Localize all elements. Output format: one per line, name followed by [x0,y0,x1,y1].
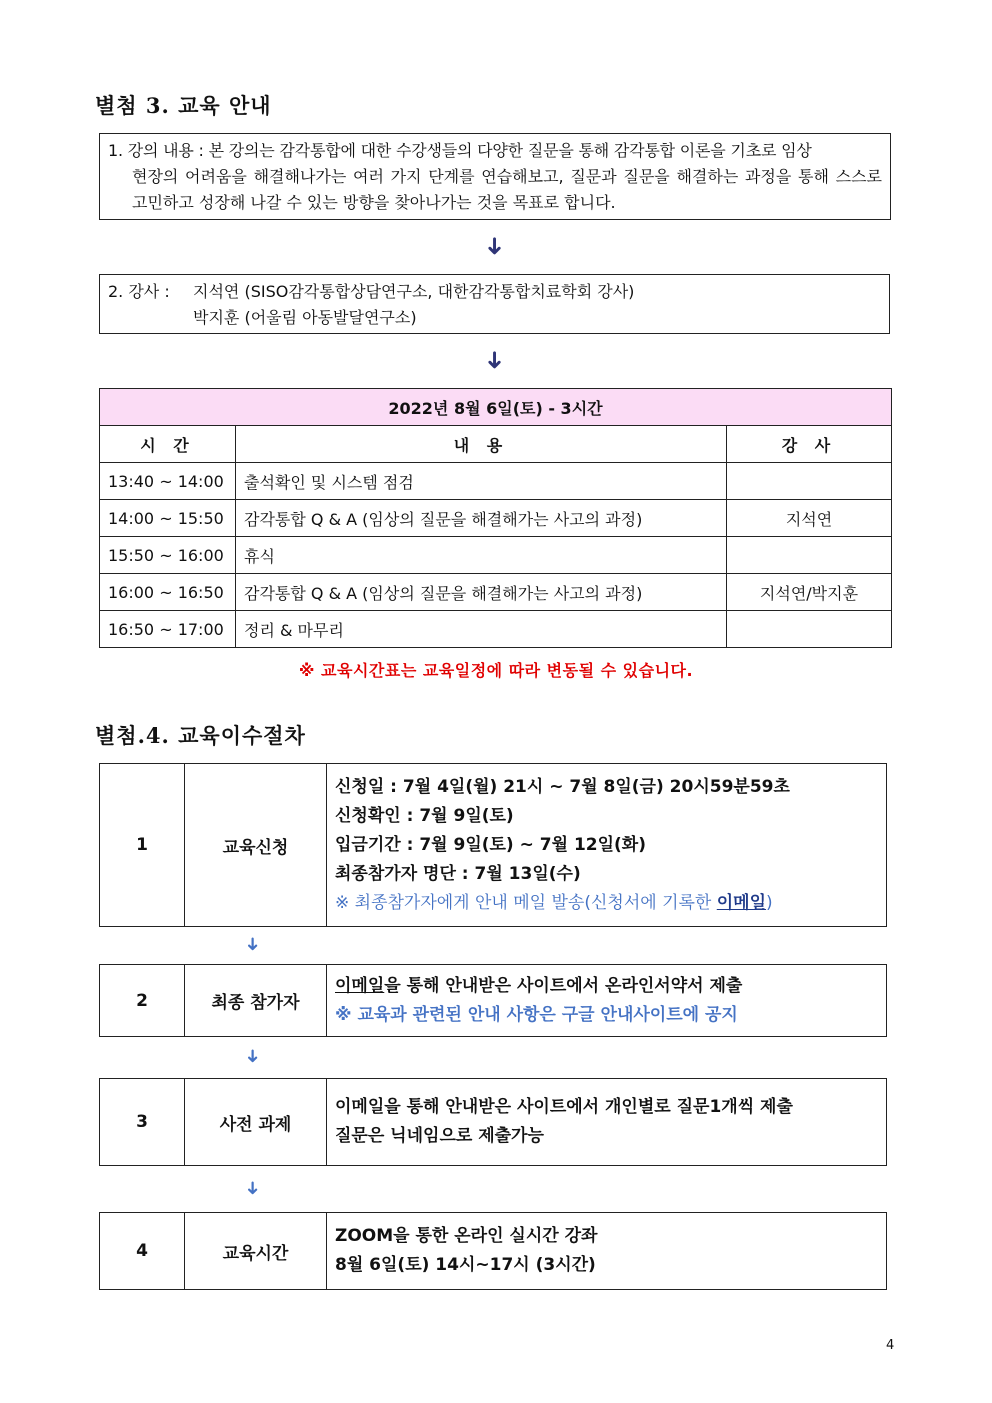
col-header-instructor: 강 사 [727,426,892,463]
down-arrow-icon: ➜ [242,1048,263,1064]
step-description [327,1213,887,1290]
lecture-content-text-cont: 현장의 어려움을 해결해나가는 여러 가지 단계를 연습해보고, 질문과 질문을 해결하는 과정을 통해 스스로 고민하고 성장해 나갈 수 있는 방향을 찾아나가는 것을 목표로 합니다. [132,167,882,212]
row-time: 15:50 ~ 16:00 [100,537,236,574]
row-content: 휴식 [236,537,727,574]
step-line: ZOOM을 통한 온라인 실시간 강좌 [335,1226,598,1246]
table-row [100,500,892,537]
step-number: 4 [100,1213,185,1290]
section3-title: 별첨 3. 교육 안내 [95,93,272,118]
down-arrow-icon: ➜ [481,235,509,257]
step-name: 최종 참가자 [185,965,327,1037]
instructor-box [99,274,890,334]
col-header-time: 시 간 [100,426,236,463]
row-content: 출석확인 및 시스템 점검 [236,463,727,500]
step-description [327,1079,887,1166]
page-number: 4 [886,1338,895,1353]
row-instructor [727,537,892,574]
step-line: 최종참가자 명단 : 7월 13일(수) [335,863,581,884]
step-line: 입금기간 : 7월 9일(토) ~ 7월 12일(화) [335,834,646,855]
step-line: 질문은 닉네임으로 제출가능 [335,1126,544,1146]
instructor-2: 박지훈 (어울림 아동발달연구소) [193,308,417,327]
row-time: 16:00 ~ 16:50 [100,574,236,611]
row-instructor [727,463,892,500]
table-row [100,463,892,500]
row-instructor [727,611,892,648]
col-header-content: 내 용 [236,426,727,463]
step-name: 사전 과제 [185,1079,327,1166]
table-row [100,537,892,574]
row-time: 13:40 ~ 14:00 [100,463,236,500]
step-number: 3 [100,1079,185,1166]
instructor-1: 지석연 (SISO감각통합상담연구소, 대한감각통합치료학회 강사) [193,282,635,301]
schedule-date-header: 2022년 8월 6일(토) - 3시간 [100,389,892,426]
step-1-table [99,763,887,927]
step-line: 신청확인 : 7월 9일(토) [335,805,514,826]
step-name: 교육시간 [185,1213,327,1290]
instructor-label: 2. 강사 : [108,282,170,301]
step-number: 1 [100,764,185,927]
section4-title: 별첨.4. 교육이수절차 [95,723,306,748]
lecture-content-text: 본 강의는 감각통합에 대한 수강생들의 다양한 질문을 통해 감각통합 이론을 기초로 임상 [208,141,812,160]
step-line: 신청일 : 7월 4일(월) 21시 ~ 7월 8일(금) 20시59분59초 [335,776,790,797]
step-2-table [99,964,887,1037]
down-arrow-icon: ➜ [242,1180,263,1196]
row-content: 정리 & 마무리 [236,611,727,648]
row-instructor: 지석연 [727,500,892,537]
table-row [100,574,892,611]
schedule-table [99,388,892,648]
email-link[interactable]: 이메일 [335,975,385,996]
down-arrow-icon: ➜ [242,936,263,952]
schedule-notice: ※ 교육시간표는 교육일정에 따라 변동될 수 있습니다. [298,661,694,680]
row-time: 14:00 ~ 15:50 [100,500,236,537]
step-4-table [99,1212,887,1290]
email-link[interactable]: 이메일 [716,892,767,913]
lecture-content-label: 1. 강의 내용 : [108,141,204,160]
step-number: 2 [100,965,185,1037]
step-note: ※ 교육과 관련된 안내 사항은 구글 안내사이트에 공지 [335,1004,738,1025]
step-3-table [99,1078,887,1166]
row-content: 감각통합 Q & A (임상의 질문을 해결해가는 사고의 과정) [236,574,727,611]
step-note: ※ 최종참가자에게 안내 메일 발송(신청서에 기록한 이메일) [335,892,773,913]
step-description [327,764,887,927]
step-description [327,965,887,1037]
down-arrow-icon: ➜ [481,349,509,371]
row-content: 감각통합 Q & A (임상의 질문을 해결해가는 사고의 과정) [236,500,727,537]
row-instructor: 지석연/박지훈 [727,574,892,611]
step-line: 이메일을 통해 안내받은 사이트에서 온라인서약서 제출 [335,975,743,996]
table-row [100,611,892,648]
row-time: 16:50 ~ 17:00 [100,611,236,648]
step-line: 8월 6일(토) 14시~17시 (3시간) [335,1255,596,1275]
lecture-content-box [99,133,891,220]
step-line: 이메일을 통해 안내받은 사이트에서 개인별로 질문1개씩 제출 [335,1097,793,1117]
step-name: 교육신청 [185,764,327,927]
